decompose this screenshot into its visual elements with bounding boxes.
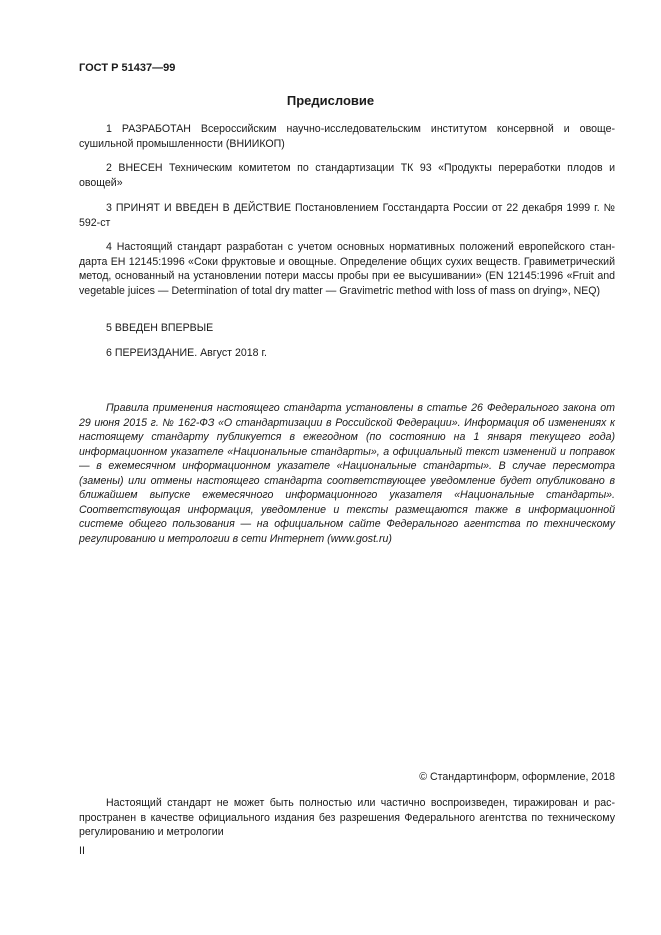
foreword-item-5: 5 ВВЕДЕН ВПЕРВЫЕ [106, 322, 214, 334]
foreword-item-4: 4 Настоящий стандарт разработан с учетом основных нормативных положений европейского стандарта ЕН 12145:1996 «Соки фруктовые и овощные. Определение общих сухих веществ. Гравиметрический метод, основанный на установлении потери массы пробы при ее высушивании» (EN 12145:1996 «Fruit and vegetable juices — Determination of total dry matter — Gravimetric method with loss of mass on drying», NEQ) [79, 241, 615, 297]
foreword-item-6: 6 ПЕРЕИЗДАНИЕ. Август 2018 г. [106, 347, 267, 359]
foreword-item-2: 2 ВНЕСЕН Техническим комитетом по стандартизации ТК 93 «Продукты переработки плодов и овощей» [79, 162, 615, 189]
foreword-item-3: 3 ПРИНЯТ И ВВЕДЕН В ДЕЙСТВИЕ Постановлением Госстандарта России от 22 декабря 1999 г. № 592-ст [79, 202, 615, 229]
page-title: Предисловие [286, 93, 375, 108]
page-number: II [79, 845, 85, 857]
foreword-item-1: 1 РАЗРАБОТАН Всероссийским научно-исследовательским институтом консервной и овощесушильной промышленности (ВНИИКОП) [79, 123, 615, 150]
document-code: ГОСТ Р 51437—99 [79, 62, 176, 74]
application-notice: Правила применения настоящего стандарта установлены в статье 26 Федерального закона от 29 июня 2015 г. № 162-ФЗ «О стандартизации в Российской Федерации». Информация об изменениях к настоящему стандарту публикуется в ежегодном (по состоянию на 1 января текущего года) информационном указателе «Национальные стандарты», а официальный текст изменений и поправок — в ежемесячном информационном указателе «Национальные стандарты». В случае пересмотра (замены) или отмены настоящего стандарта соответствующее уведомление будет опубликовано в ближайшем выпуске ежемесячного информационного указателя «Национальные стандарты». Соответствующая информация, уведомление и тексты размещаются также в информационной системе общего пользования — на официальном сайте Федерального агентства по техническому регулированию и метрологии в сети Интернет (www.gost.ru) [79, 402, 615, 545]
copyright-line: © Стандартинформ, оформление, 2018 [419, 771, 615, 783]
reproduction-notice: Настоящий стандарт не может быть полностью или частично воспроизведен, тиражирован и распространен в качестве официального издания без разрешения Федерального агентства по техническому регулированию и метрологии [79, 797, 615, 838]
